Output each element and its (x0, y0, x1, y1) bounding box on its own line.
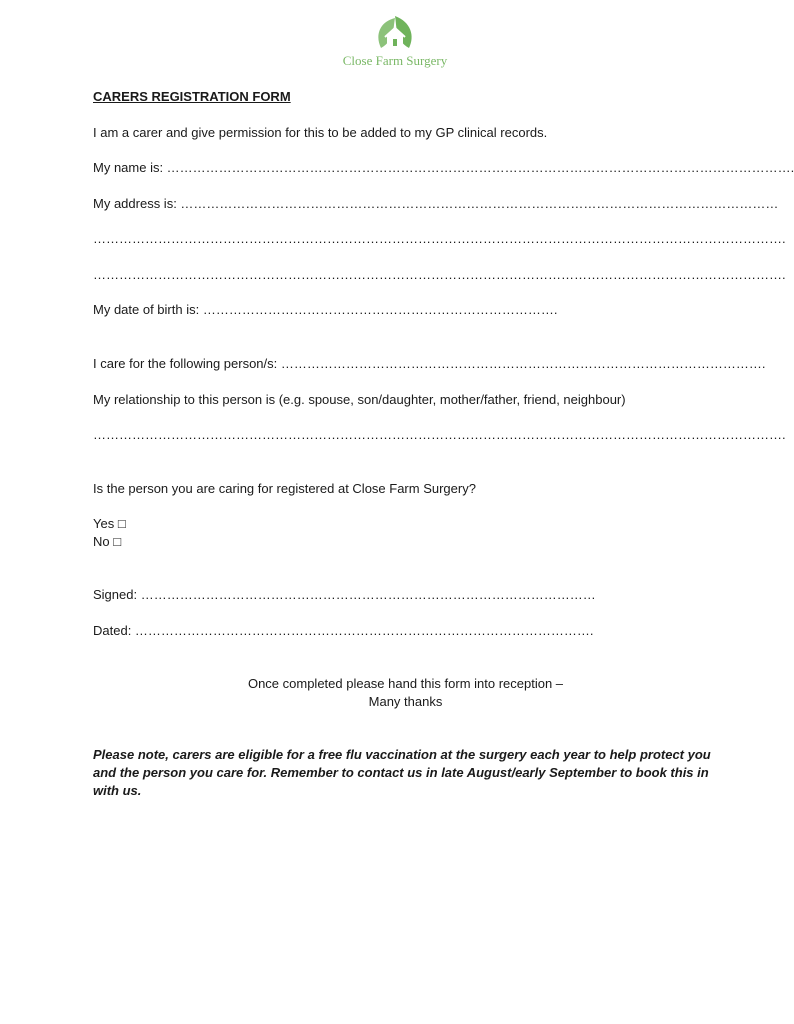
intro-text: I am a carer and give permission for this to be added to my GP clinical records. (93, 125, 548, 140)
surgery-logo (330, 14, 460, 76)
dob-field[interactable]: My date of birth is: ………………………………………………………………………. (93, 302, 558, 317)
relationship-field[interactable]: ……………………………………………………………………………………………………………………………………………. (93, 427, 786, 442)
flu-vaccination-note: Please note, carers are eligible for a free flu vaccination at the surgery each year to help protect you and the person you care for. Remember to contact us in late August/early September to book this in with us. (93, 747, 711, 798)
signed-field[interactable]: Signed: …………………………………………………………………………………………… (93, 587, 596, 602)
registered-question: Is the person you are caring for registered at Close Farm Surgery? (93, 481, 476, 496)
address-line-2[interactable]: ……………………………………………………………………………………………………………………………………………. (93, 231, 786, 246)
no-checkbox[interactable]: No □ (93, 534, 122, 549)
yes-checkbox[interactable]: Yes □ (93, 516, 126, 531)
relationship-label: My relationship to this person is (e.g. spouse, son/daughter, mother/father, friend, neighbour) (93, 392, 626, 407)
address-field[interactable]: My address is: ………………………………………………………………………………………………………………………… (93, 196, 779, 211)
address-line-3[interactable]: ……………………………………………………………………………………………………………………………………………. (93, 267, 786, 282)
dated-field[interactable]: Dated: ……………………………………………………………………………………………. (93, 623, 594, 638)
reception-instruction: Once completed please hand this form into reception – (247, 676, 564, 691)
leaf-house-icon (373, 14, 417, 52)
logo-text: Close Farm Surgery (342, 53, 448, 68)
name-field[interactable]: My name is: ………………………………………………………………………………………………………………………………. (93, 160, 794, 175)
form-title: CARERS REGISTRATION FORM (93, 89, 291, 104)
thanks-text: Many thanks (368, 694, 443, 709)
care-for-field[interactable]: I care for the following person/s: …………………………………………………………………………………………………. (93, 356, 766, 371)
